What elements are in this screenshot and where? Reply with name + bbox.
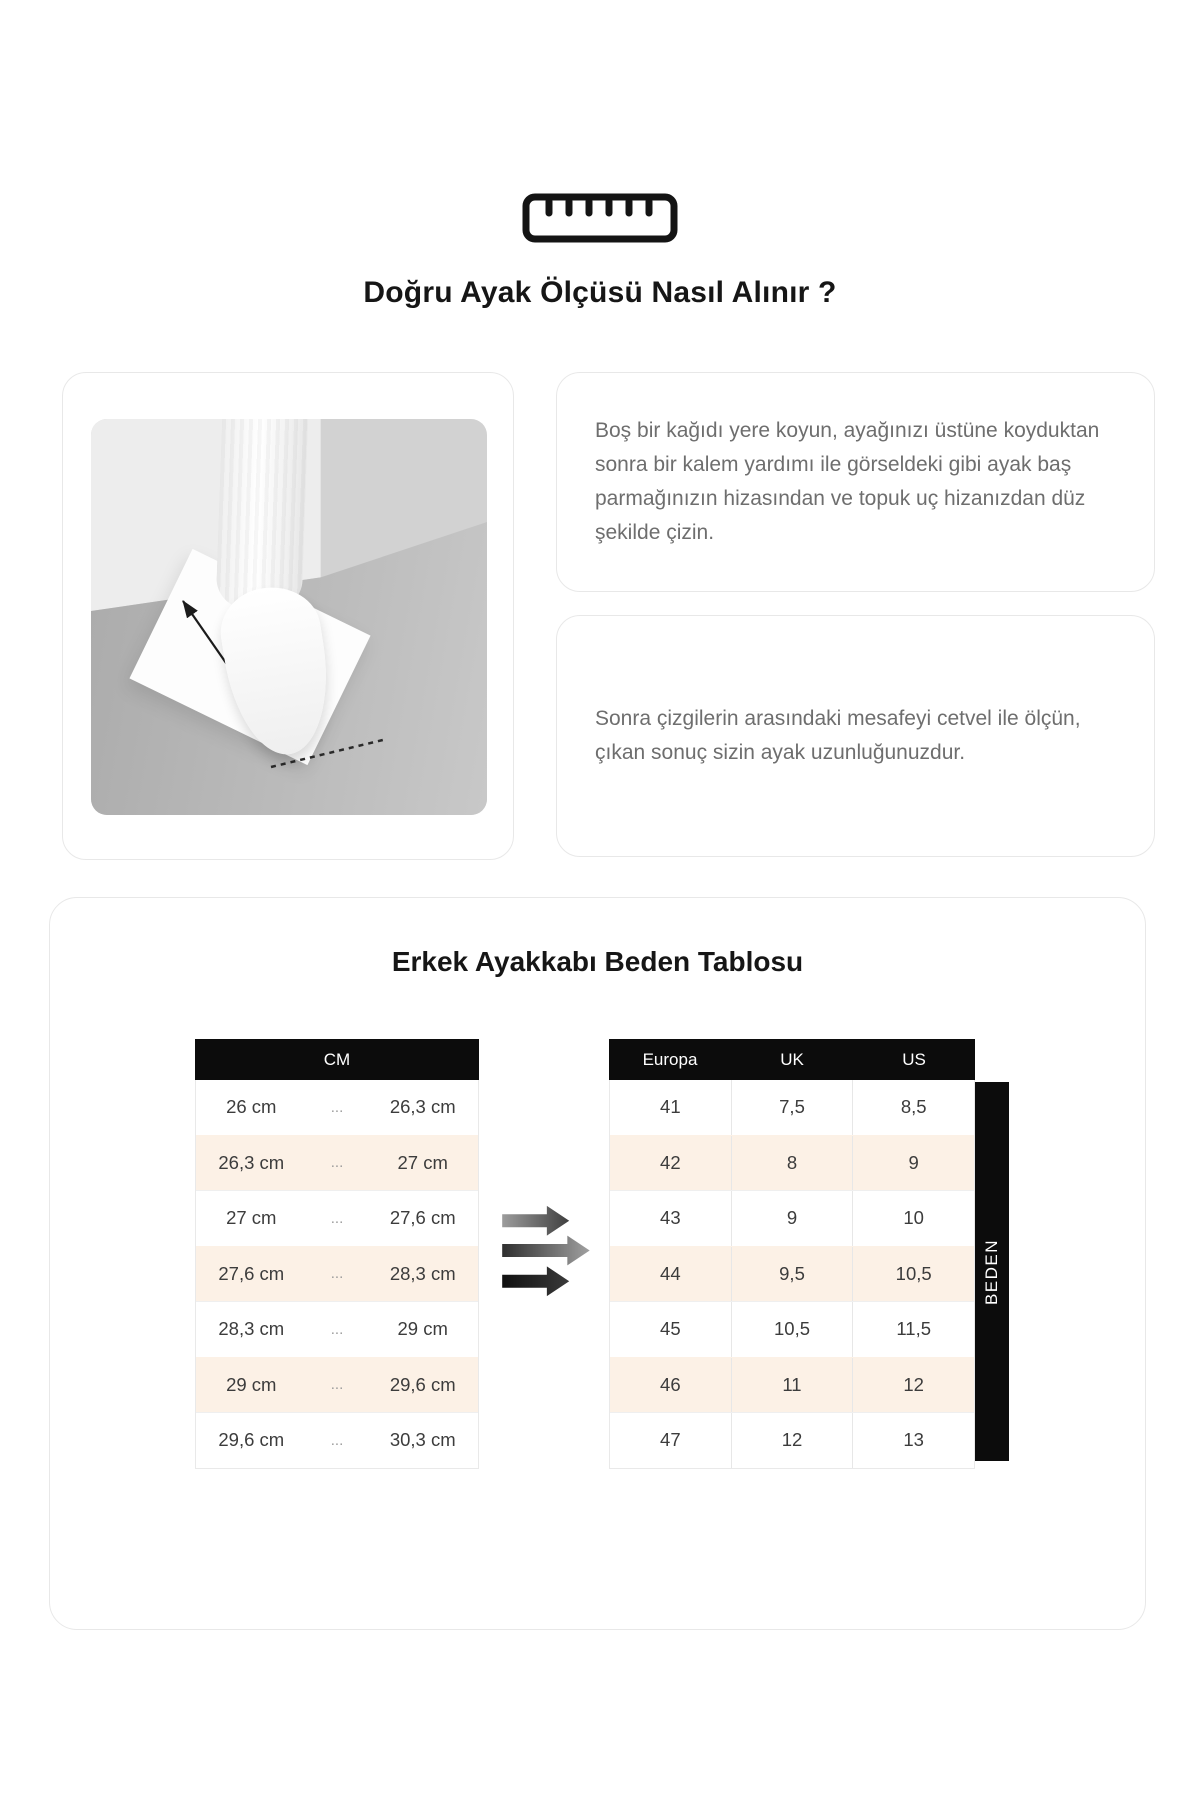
table-cell: 26 cm <box>226 1096 277 1118</box>
table-row <box>610 1135 974 1191</box>
table-cell: ... <box>330 1376 344 1394</box>
table-row <box>610 1357 974 1413</box>
table-cell: 26,3 cm <box>389 1096 456 1118</box>
table-cell: 7,5 <box>731 1080 853 1135</box>
table-cell: 27,6 cm <box>218 1262 285 1284</box>
table-cell: 12 <box>731 1413 853 1468</box>
table-cell: 45 <box>660 1318 681 1340</box>
table-row <box>196 1190 478 1246</box>
table-cell: 11 <box>731 1358 853 1413</box>
instruction-card-2 <box>556 615 1155 857</box>
table-cell: 11,5 <box>852 1302 974 1357</box>
table-cell: 9 <box>731 1191 853 1246</box>
table-cell: 28,3 cm <box>389 1262 456 1284</box>
table-cell: 27 cm <box>226 1207 277 1229</box>
table-cell: 27,6 cm <box>389 1207 456 1229</box>
measurement-photo-card <box>62 372 514 860</box>
table-row <box>196 1412 478 1468</box>
table-cell: 47 <box>660 1429 681 1451</box>
table-cell: ... <box>330 1209 344 1227</box>
size-table-title: Erkek Ayakkabı Beden Tablosu <box>391 946 804 977</box>
table-cell: 12 <box>852 1358 974 1413</box>
table-cell: 42 <box>660 1151 681 1173</box>
table-cell: 8,5 <box>852 1080 974 1135</box>
ruler-icon <box>0 193 1200 243</box>
cm-header-label: CM <box>323 1049 351 1069</box>
table-cell: 10,5 <box>731 1302 853 1357</box>
table-cell: 13 <box>852 1413 974 1468</box>
beden-side-label: BEDEN <box>982 1238 1002 1305</box>
table-cell: 29 cm <box>226 1373 277 1395</box>
size-table-header <box>609 1039 975 1080</box>
table-cell: 9,5 <box>731 1247 853 1302</box>
table-cell: 10 <box>852 1191 974 1246</box>
table-row <box>196 1080 478 1135</box>
instruction-card-1 <box>556 372 1155 592</box>
table-cell: 29 cm <box>397 1318 448 1340</box>
table-cell: 43 <box>660 1207 681 1229</box>
table-cell: ... <box>330 1265 344 1283</box>
instruction-step1-text: Boş bir kağıdı yere koyun, ayağınızı üstüne koyduktan sonra bir kalem yardımı ile görseldeki gibi ayak baş parmağınızın hizasından ve topuk uç hizanızdan düz şekilde çizin. <box>595 419 1100 544</box>
size-section-card <box>49 897 1146 1630</box>
table-row <box>610 1301 974 1357</box>
table-row <box>610 1412 974 1468</box>
foot-measurement-photo <box>91 419 487 815</box>
table-cell: ... <box>330 1154 344 1172</box>
table-cell: 27 cm <box>397 1151 448 1173</box>
size-table-body <box>610 1080 974 1468</box>
table-cell: 26,3 cm <box>218 1151 285 1173</box>
table-row <box>196 1246 478 1302</box>
table-cell: 29,6 cm <box>218 1429 285 1451</box>
table-row <box>610 1190 974 1246</box>
table-cell: 44 <box>660 1262 681 1284</box>
table-row <box>610 1246 974 1302</box>
table-cell: 30,3 cm <box>389 1429 456 1451</box>
table-row <box>610 1080 974 1135</box>
size-table <box>609 1039 975 1469</box>
table-cell: 8 <box>731 1136 853 1191</box>
page-title: Doğru Ayak Ölçüsü Nasıl Alınır ? <box>363 276 837 309</box>
conversion-arrows-icon <box>497 1204 593 1303</box>
cm-table-header <box>195 1039 479 1080</box>
table-cell: ... <box>330 1431 344 1449</box>
table-cell: 28,3 cm <box>218 1318 285 1340</box>
column-header: Europa <box>642 1049 698 1069</box>
column-header: US <box>902 1049 926 1069</box>
cm-table-body <box>196 1080 478 1468</box>
table-cell: 46 <box>660 1373 681 1395</box>
table-cell: ... <box>330 1098 344 1116</box>
table-cell: 9 <box>852 1136 974 1191</box>
instruction-step2-text: Sonra çizgilerin arasındaki mesafeyi cetvel ile ölçün, çıkan sonuç sizin ayak uzunluğunuzdur. <box>595 707 1081 764</box>
table-cell: 10,5 <box>852 1247 974 1302</box>
table-cell: 29,6 cm <box>389 1373 456 1395</box>
table-row <box>196 1301 478 1357</box>
cm-table <box>195 1039 479 1469</box>
table-row <box>196 1357 478 1413</box>
beden-side-bar <box>975 1082 1009 1461</box>
table-row <box>196 1135 478 1191</box>
table-cell: ... <box>330 1320 344 1338</box>
photo-sock-leg <box>216 419 309 610</box>
table-cell: 41 <box>660 1096 681 1118</box>
column-header: UK <box>780 1049 804 1069</box>
